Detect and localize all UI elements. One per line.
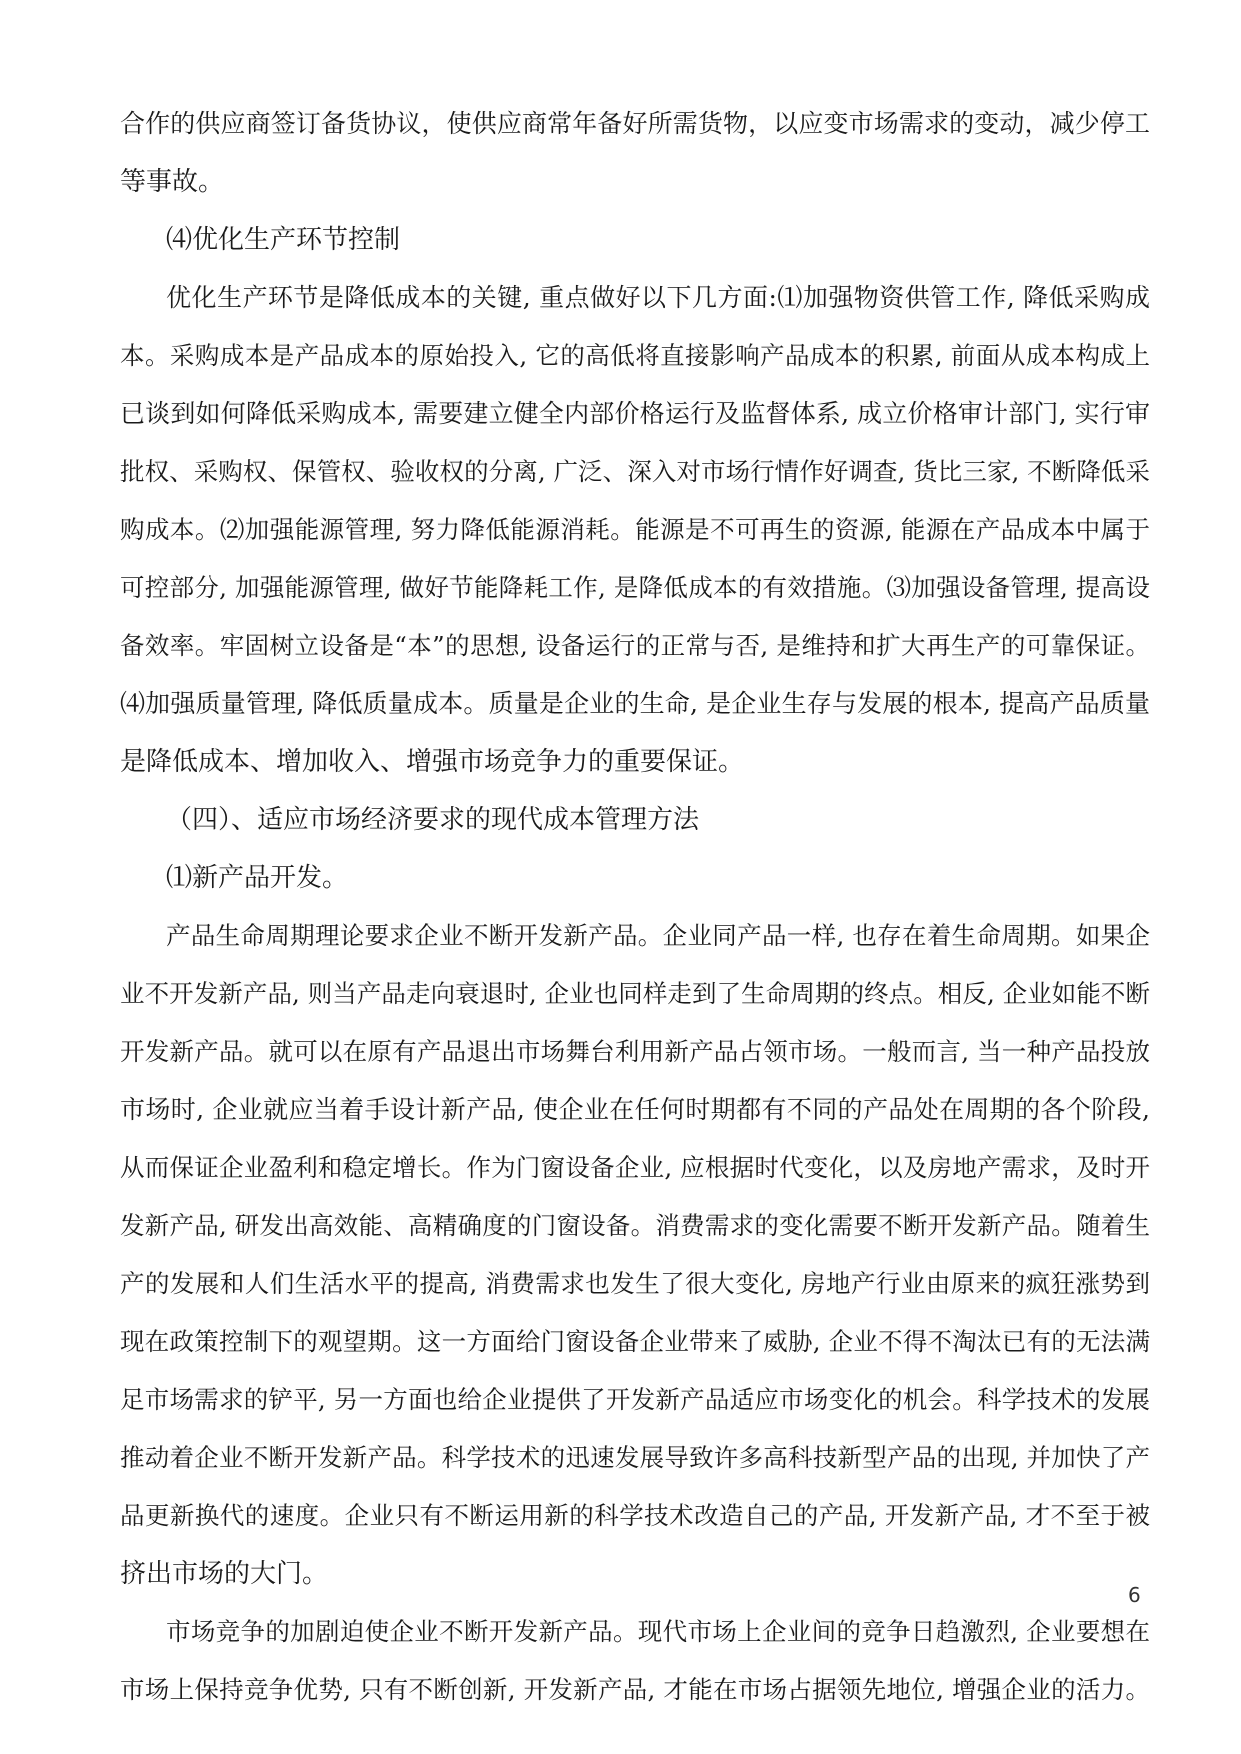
text-line: 等事故。 <box>120 167 225 197</box>
text-line: 现在政策控制下的观望期。这一方面给门窗设备企业带来了威胁, 企业不得不淘汰已有的无法满 <box>120 1327 1150 1356</box>
text-line: 产品生命周期理论要求企业不断开发新产品。企业同产品一样, 也存在着生命周期。如果企 <box>166 921 1150 950</box>
text-line: 批权、采购权、保管权、验收权的分离, 广泛、深入对市场行情作好调查, 货比三家, 不断降低采 <box>120 457 1150 486</box>
text-line: 挤出市场的大门。 <box>120 1559 329 1589</box>
text-line: 产的发展和人们生活水平的提高, 消费需求也发生了很大变化, 房地产行业由原来的疯狂涨势到 <box>120 1269 1150 1298</box>
text-line: 业不开发新产品, 则当产品走向衰退时, 企业也同样走到了生命周期的终点。相反, 企业如能不断 <box>120 979 1150 1008</box>
text-line: 推动着企业不断开发新产品。科学技术的迅速发展导致许多高科技新型产品的出现, 并加快了产 <box>120 1443 1150 1472</box>
text-line: 开发新产品。就可以在原有产品退出市场舞台利用新产品占领市场。一般而言, 当一种产品投放 <box>120 1037 1150 1066</box>
subheading-optimize-production: ⑷优化生产环节控制 <box>166 225 401 255</box>
text-line: 优化生产环节是降低成本的关键, 重点做好以下几方面:⑴加强物资供管工作, 降低采购成 <box>166 283 1150 312</box>
text-line: ⑷加强质量管理, 降低质量成本。质量是企业的生命, 是企业生存与发展的根本, 提高产品质量 <box>120 689 1150 718</box>
document-page <box>120 106 1150 1730</box>
page-number: 6 <box>1128 1583 1141 1607</box>
text-line: 足市场需求的铲平, 另一方面也给企业提供了开发新产品适应市场变化的机会。科学技术的发展 <box>120 1385 1150 1414</box>
text-line: 可控部分, 加强能源管理, 做好节能降耗工作, 是降低成本的有效措施。⑶加强设备管理, 提高设 <box>120 573 1150 602</box>
text-line: 购成本。⑵加强能源管理, 努力降低能源消耗。能源是不可再生的资源, 能源在产品成本中属于 <box>120 515 1150 544</box>
text-line: 已谈到如何降低采购成本, 需要建立健全内部价格运行及监督体系, 成立价格审计部门, 实行审 <box>120 399 1150 428</box>
text-line: 是降低成本、增加收入、增强市场竞争力的重要保证。 <box>120 747 745 777</box>
text-line: 备效率。牢固树立设备是“本”的思想, 设备运行的正常与否, 是维持和扩大再生产的可靠保证。 <box>120 631 1150 660</box>
subheading-new-product-development: ⑴新产品开发。 <box>166 863 349 893</box>
text-line: 合作的供应商签订备货协议，使供应商常年备好所需货物，以应变市场需求的变动，减少停工 <box>120 109 1150 138</box>
text-line: 市场时, 企业就应当着手设计新产品, 使企业在任何时期都有不同的产品处在周期的各个阶段, <box>120 1095 1150 1124</box>
text-line: 本。采购成本是产品成本的原始投入, 它的高低将直接影响产品成本的积累, 前面从成本构成上 <box>120 341 1150 370</box>
text-line: 从而保证企业盈利和稳定增长。作为门窗设备企业, 应根据时代变化，以及房地产需求，及时开 <box>120 1153 1150 1182</box>
text-line: 发新产品, 研发出高效能、高精确度的门窗设备。消费需求的变化需要不断开发新产品。随着生 <box>120 1211 1150 1240</box>
text-line: 品更新换代的速度。企业只有不断运用新的科学技术改造自己的产品, 开发新产品, 才不至于被 <box>120 1501 1150 1530</box>
section-heading-modern-cost-management: （四）、适应市场经济要求的现代成本管理方法 <box>166 805 700 835</box>
text-line: 市场上保持竞争优势, 只有不断创新, 开发新产品, 才能在市场占据领先地位, 增强企业的活力。 <box>120 1675 1150 1704</box>
text-line: 市场竞争的加剧迫使企业不断开发新产品。现代市场上企业间的竞争日趋激烈, 企业要想在 <box>166 1617 1150 1646</box>
